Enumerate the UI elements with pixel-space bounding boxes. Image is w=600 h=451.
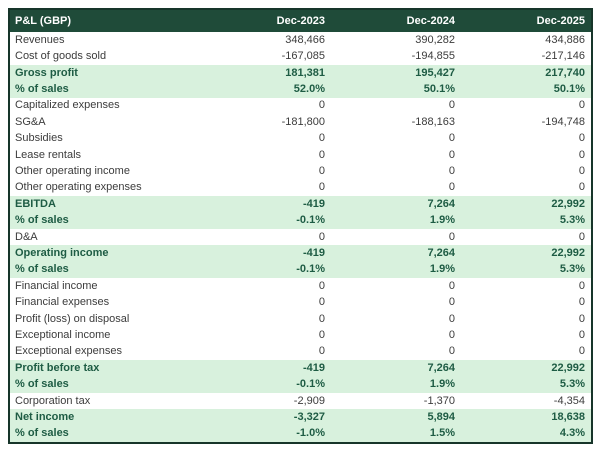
row-value: 0 — [448, 280, 455, 292]
table-row — [10, 212, 591, 228]
table-header-row — [10, 10, 591, 32]
row-label: Corporation tax — [15, 395, 91, 407]
row-value: 0 — [578, 297, 585, 309]
table-row — [10, 81, 591, 97]
table-row — [10, 32, 591, 48]
row-value: 0 — [448, 313, 455, 325]
row-value: 0 — [578, 330, 585, 342]
table-row — [10, 130, 591, 146]
table-row — [10, 295, 591, 311]
row-value: 0 — [318, 313, 325, 325]
row-value: 0 — [578, 346, 585, 358]
header-dec-2024: Dec-2024 — [406, 15, 455, 27]
row-value: 0 — [578, 231, 585, 243]
row-value: 22,992 — [551, 362, 585, 374]
table-row — [10, 229, 591, 245]
row-label: Financial expenses — [15, 297, 110, 309]
row-label: Profit before tax — [15, 362, 100, 374]
row-value: -0.1% — [296, 264, 325, 276]
row-value: 50.1% — [423, 83, 455, 95]
row-value: -194,855 — [411, 51, 455, 63]
row-value: -419 — [302, 198, 325, 210]
table-row — [10, 426, 591, 442]
row-label: % of sales — [15, 264, 69, 276]
row-label: Gross profit — [15, 67, 78, 79]
table-row — [10, 180, 591, 196]
row-value: -2,909 — [293, 395, 325, 407]
row-label: Financial income — [15, 280, 98, 292]
row-value: 195,427 — [415, 67, 455, 79]
row-value: 18,638 — [551, 412, 585, 424]
row-value: 0 — [578, 165, 585, 177]
row-value: 7,264 — [427, 198, 455, 210]
row-value: 0 — [448, 182, 455, 194]
row-value: -167,085 — [281, 51, 325, 63]
table-row — [10, 327, 591, 343]
row-label: Exceptional expenses — [15, 346, 123, 358]
row-value: 1.5% — [429, 428, 455, 440]
row-value: -4,354 — [553, 395, 585, 407]
row-value: -419 — [302, 247, 325, 259]
table-row — [10, 344, 591, 360]
row-value: -181,800 — [281, 116, 325, 128]
row-label: SG&A — [15, 116, 46, 128]
row-value: 0 — [448, 297, 455, 309]
row-value: 5.3% — [559, 264, 585, 276]
row-value: 0 — [318, 297, 325, 309]
pnl-table — [8, 8, 593, 444]
row-value: -1,370 — [423, 395, 455, 407]
table-row — [10, 48, 591, 64]
row-value: 5.3% — [559, 379, 585, 391]
row-value: -188,163 — [411, 116, 455, 128]
header-dec-2025: Dec-2025 — [536, 15, 585, 27]
table-row — [10, 377, 591, 393]
row-value: -3,327 — [293, 412, 325, 424]
row-label: Profit (loss) on disposal — [15, 313, 130, 325]
row-value: 0 — [318, 231, 325, 243]
row-label: EBITDA — [15, 198, 56, 210]
table-row — [10, 311, 591, 327]
row-value: -194,748 — [541, 116, 585, 128]
row-value: 5,894 — [427, 412, 455, 424]
row-value: 0 — [448, 330, 455, 342]
row-value: 50.1% — [553, 83, 585, 95]
row-value: 348,466 — [285, 34, 325, 46]
row-value: 0 — [318, 165, 325, 177]
row-label: % of sales — [15, 379, 69, 391]
row-value: 4.3% — [559, 428, 585, 440]
row-value: 0 — [578, 149, 585, 161]
row-label: D&A — [15, 231, 38, 243]
row-value: -0.1% — [296, 215, 325, 227]
row-value: 390,282 — [415, 34, 455, 46]
row-value: 0 — [318, 280, 325, 292]
row-value: -0.1% — [296, 379, 325, 391]
row-value: 7,264 — [427, 362, 455, 374]
row-value: 181,381 — [285, 67, 325, 79]
table-row — [10, 114, 591, 130]
row-value: 22,992 — [551, 247, 585, 259]
row-value: 0 — [318, 330, 325, 342]
row-value: 0 — [578, 100, 585, 112]
row-value: 0 — [448, 346, 455, 358]
table-row — [10, 245, 591, 261]
row-value: -1.0% — [296, 428, 325, 440]
row-value: 434,886 — [545, 34, 585, 46]
row-label: Other operating income — [15, 165, 130, 177]
row-value: 0 — [578, 133, 585, 145]
table-row — [10, 65, 591, 81]
row-value: 0 — [578, 182, 585, 194]
row-label: Lease rentals — [15, 149, 82, 161]
row-label: Capitalized expenses — [15, 100, 120, 112]
row-label: Other operating expenses — [15, 182, 142, 194]
row-value: 0 — [318, 346, 325, 358]
row-value: 217,740 — [545, 67, 585, 79]
row-value: 52.0% — [293, 83, 325, 95]
row-value: 0 — [318, 182, 325, 194]
row-value: 1.9% — [429, 379, 455, 391]
row-value: 0 — [578, 313, 585, 325]
table-row — [10, 196, 591, 212]
table-row — [10, 409, 591, 425]
row-value: 1.9% — [429, 264, 455, 276]
header-dec-2023: Dec-2023 — [276, 15, 325, 27]
row-value: 0 — [448, 149, 455, 161]
row-label: % of sales — [15, 215, 69, 227]
table-row — [10, 262, 591, 278]
table-row — [10, 98, 591, 114]
row-label: Exceptional income — [15, 330, 111, 342]
row-label: Cost of goods sold — [15, 51, 107, 63]
row-value: 0 — [448, 133, 455, 145]
row-value: 0 — [448, 100, 455, 112]
row-label: Net income — [15, 412, 75, 424]
table-row — [10, 147, 591, 163]
row-value: 1.9% — [429, 215, 455, 227]
row-value: 0 — [318, 100, 325, 112]
table-row — [10, 360, 591, 376]
row-label: Operating income — [15, 247, 109, 259]
row-value: 0 — [448, 165, 455, 177]
row-label: Revenues — [15, 34, 65, 46]
row-value: 0 — [318, 149, 325, 161]
row-value: 0 — [448, 231, 455, 243]
table-body — [10, 32, 591, 442]
table-row — [10, 393, 591, 409]
row-value: 0 — [318, 133, 325, 145]
row-value: -419 — [302, 362, 325, 374]
table-row — [10, 163, 591, 179]
header-pl-gbp: P&L (GBP) — [15, 15, 72, 27]
row-value: 7,264 — [427, 247, 455, 259]
row-label: % of sales — [15, 83, 69, 95]
row-value: 22,992 — [551, 198, 585, 210]
row-value: -217,146 — [541, 51, 585, 63]
row-label: Subsidies — [15, 133, 63, 145]
row-value: 0 — [578, 280, 585, 292]
table-row — [10, 278, 591, 294]
row-value: 5.3% — [559, 215, 585, 227]
row-label: % of sales — [15, 428, 69, 440]
